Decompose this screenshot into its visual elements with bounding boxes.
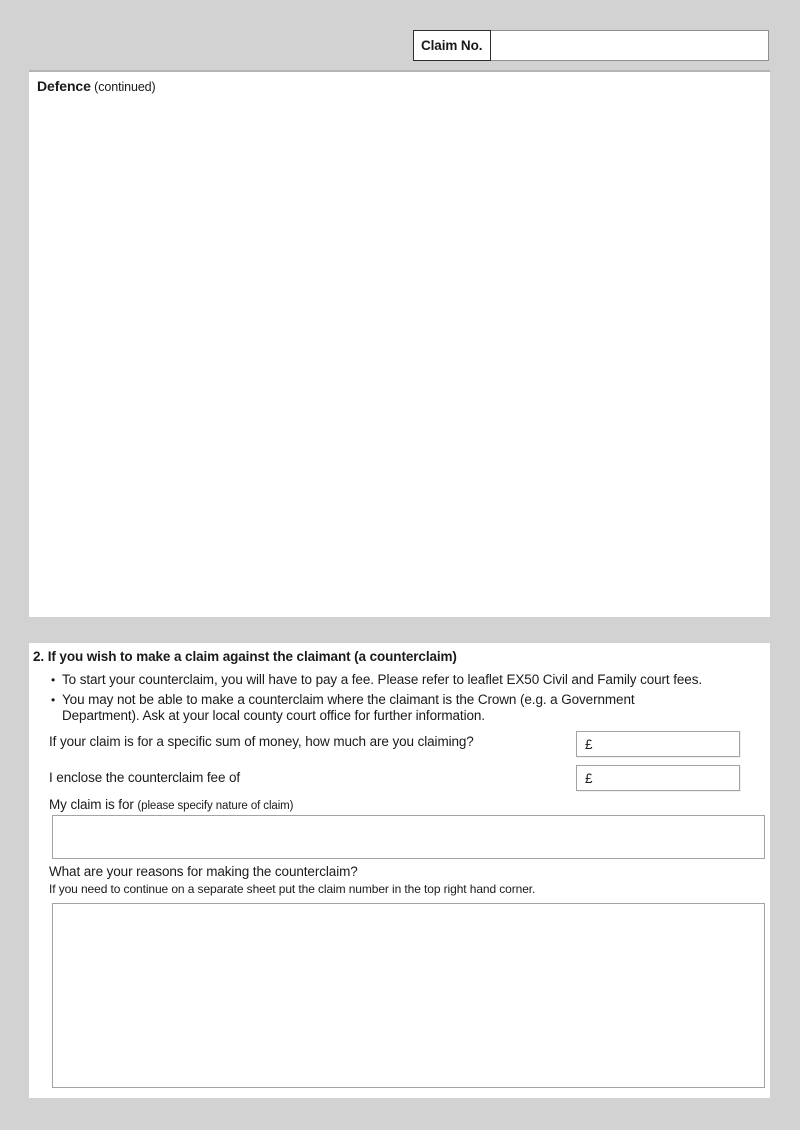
defence-continued-text-area[interactable]	[29, 100, 770, 617]
counterclaim-section-heading: 2. If you wish to make a claim against the claimant (a counterclaim)	[33, 649, 457, 664]
bullet-marker: •	[51, 693, 56, 707]
bullet-marker: •	[51, 673, 56, 687]
defence-panel-title	[37, 78, 156, 94]
reasons-hint: If you need to continue on a separate sheet put the claim number in the top right hand corner.	[49, 882, 536, 896]
claim-nature-input[interactable]	[52, 815, 765, 859]
reasons-label: What are your reasons for making the counterclaim?	[49, 864, 358, 879]
counterclaim-panel	[29, 643, 770, 1098]
claim-number-box	[413, 30, 769, 61]
amount-claiming-label: If your claim is for a specific sum of money, how much are you claiming?	[49, 734, 474, 749]
bullet-text: To start your counterclaim, you will have to pay a fee. Please refer to leaflet EX50 Civil and Family court fees.	[62, 672, 703, 687]
defence-title: Defence	[37, 78, 91, 94]
claim-nature-label-text: My claim is for	[49, 797, 134, 812]
reasons-input[interactable]	[52, 903, 765, 1088]
claim-number-input[interactable]	[491, 30, 769, 61]
pound-sign: £	[585, 770, 593, 786]
claim-nature-label	[49, 797, 293, 812]
bullet-text: You may not be able to make a counterclaim where the claimant is the Crown (e.g. a Government Department). Ask at your local county court office for further information.	[62, 692, 635, 723]
claim-nature-hint: (please specify nature of claim)	[137, 800, 294, 812]
counterclaim-bullet-fee	[51, 672, 702, 688]
counterclaim-bullet-crown	[51, 692, 682, 724]
claim-number-label: Claim No.	[413, 30, 491, 61]
pound-sign: £	[585, 736, 593, 752]
amount-claiming-input[interactable]	[576, 731, 740, 757]
counterclaim-fee-input[interactable]	[576, 765, 740, 791]
defence-title-suffix: (continued)	[94, 80, 156, 94]
counterclaim-fee-label: I enclose the counterclaim fee of	[49, 770, 241, 785]
defence-continued-panel	[29, 70, 770, 617]
